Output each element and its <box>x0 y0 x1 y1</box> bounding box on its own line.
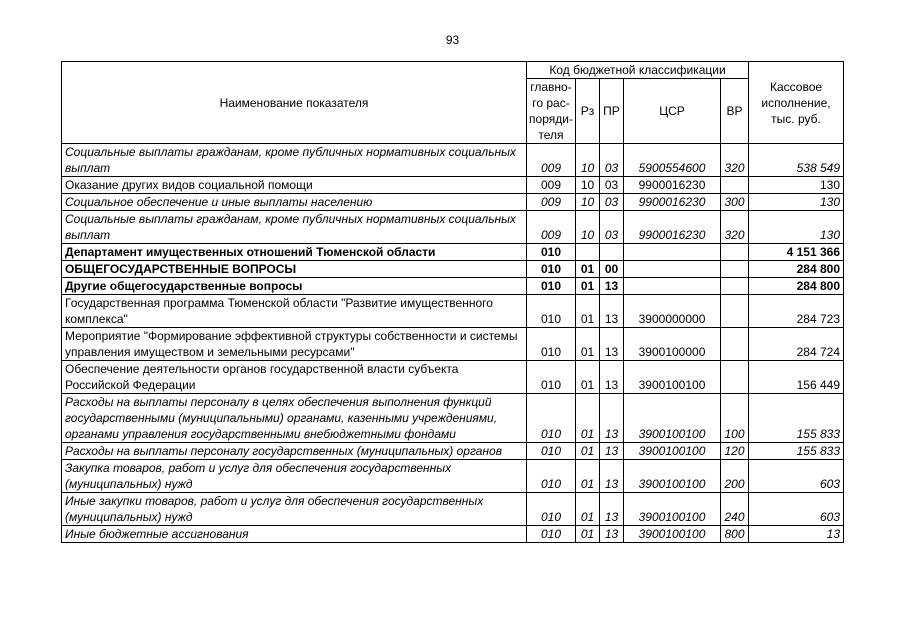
header-amount: Кассовое исполнение, тыс. руб. <box>749 62 844 144</box>
header-rz: Рз <box>576 79 600 144</box>
cell-rz: 01 <box>576 295 600 328</box>
cell-admin: 010 <box>527 361 576 394</box>
table-row <box>62 394 844 443</box>
cell-csr: 3900100100 <box>624 394 721 443</box>
cell-name: Расходы на выплаты персоналу государственных (муниципальных) органов <box>62 443 527 460</box>
cell-csr <box>624 261 721 278</box>
table-row <box>62 177 844 194</box>
cell-name: Закупка товаров, работ и услуг для обеспечения государственных (муниципальных) нужд <box>62 460 527 493</box>
cell-name: Иные бюджетные ассигнования <box>62 526 527 543</box>
cell-amount: 538 549 <box>749 144 844 177</box>
table-row <box>62 361 844 394</box>
cell-vr <box>721 244 749 261</box>
cell-amount: 284 800 <box>749 261 844 278</box>
table-row <box>62 144 844 177</box>
cell-csr: 5900554600 <box>624 144 721 177</box>
cell-admin: 009 <box>527 194 576 211</box>
table-row <box>62 328 844 361</box>
cell-admin: 010 <box>527 328 576 361</box>
cell-rz: 01 <box>576 443 600 460</box>
cell-pr: 13 <box>600 526 624 543</box>
cell-rz: 01 <box>576 394 600 443</box>
cell-vr <box>721 295 749 328</box>
header-admin: главно-го рас-поряди-теля <box>527 79 576 144</box>
cell-amount: 284 724 <box>749 328 844 361</box>
cell-admin: 009 <box>527 177 576 194</box>
cell-rz <box>576 244 600 261</box>
cell-admin: 010 <box>527 460 576 493</box>
cell-rz: 10 <box>576 144 600 177</box>
cell-amount: 13 <box>749 526 844 543</box>
cell-rz: 01 <box>576 526 600 543</box>
cell-name: Иные закупки товаров, работ и услуг для обеспечения государственных (муниципальных) нужд <box>62 493 527 526</box>
cell-csr <box>624 244 721 261</box>
cell-admin: 010 <box>527 278 576 295</box>
header-pr: ПР <box>600 79 624 144</box>
cell-rz: 01 <box>576 460 600 493</box>
cell-admin: 010 <box>527 261 576 278</box>
cell-csr: 3900000000 <box>624 295 721 328</box>
cell-vr: 800 <box>721 526 749 543</box>
cell-pr: 03 <box>600 144 624 177</box>
table-row <box>62 211 844 244</box>
cell-vr: 120 <box>721 443 749 460</box>
cell-pr: 13 <box>600 295 624 328</box>
cell-admin: 010 <box>527 493 576 526</box>
cell-rz: 01 <box>576 261 600 278</box>
cell-vr <box>721 261 749 278</box>
cell-name: Расходы на выплаты персоналу в целях обеспечения выполнения функций государственными (муниципальными) органами, казенными учреждениями, органами управления государственными внебюджетными фондами <box>62 394 527 443</box>
cell-rz: 01 <box>576 328 600 361</box>
cell-vr <box>721 278 749 295</box>
cell-amount: 155 833 <box>749 443 844 460</box>
cell-name: Государственная программа Тюменской области "Развитие имущественного комплекса" <box>62 295 527 328</box>
header-name: Наименование показателя <box>62 62 527 144</box>
cell-rz: 10 <box>576 194 600 211</box>
cell-vr: 200 <box>721 460 749 493</box>
cell-pr: 03 <box>600 194 624 211</box>
cell-admin: 010 <box>527 394 576 443</box>
cell-rz: 01 <box>576 278 600 295</box>
cell-vr <box>721 177 749 194</box>
cell-name: Мероприятие "Формирование эффективной структуры собственности и системы управления имуществом и земельными ресурсами" <box>62 328 527 361</box>
cell-pr: 13 <box>600 361 624 394</box>
cell-csr: 9900016230 <box>624 194 721 211</box>
cell-admin: 009 <box>527 211 576 244</box>
cell-vr: 320 <box>721 144 749 177</box>
header-csr: ЦСР <box>624 79 721 144</box>
cell-rz: 01 <box>576 493 600 526</box>
cell-pr: 13 <box>600 460 624 493</box>
table-row <box>62 443 844 460</box>
cell-csr: 9900016230 <box>624 177 721 194</box>
cell-name: Департамент имущественных отношений Тюменской области <box>62 244 527 261</box>
cell-amount: 603 <box>749 460 844 493</box>
cell-name: Социальное обеспечение и иные выплаты населению <box>62 194 527 211</box>
cell-vr: 320 <box>721 211 749 244</box>
table-row <box>62 261 844 278</box>
cell-pr: 00 <box>600 261 624 278</box>
cell-name: ОБЩЕГОСУДАРСТВЕННЫЕ ВОПРОСЫ <box>62 261 527 278</box>
cell-name: Другие общегосударственные вопросы <box>62 278 527 295</box>
budget-table <box>61 61 844 543</box>
cell-pr: 13 <box>600 493 624 526</box>
cell-csr <box>624 278 721 295</box>
cell-vr: 300 <box>721 194 749 211</box>
cell-amount: 156 449 <box>749 361 844 394</box>
cell-admin: 009 <box>527 144 576 177</box>
table-row <box>62 278 844 295</box>
table-row <box>62 295 844 328</box>
table-row <box>62 194 844 211</box>
cell-amount: 130 <box>749 194 844 211</box>
cell-admin: 010 <box>527 244 576 261</box>
cell-name: Оказание других видов социальной помощи <box>62 177 527 194</box>
cell-vr: 240 <box>721 493 749 526</box>
cell-amount: 155 833 <box>749 394 844 443</box>
cell-csr: 3900100100 <box>624 361 721 394</box>
page-number: 93 <box>445 33 460 47</box>
header-vr: ВР <box>721 79 749 144</box>
cell-admin: 010 <box>527 443 576 460</box>
cell-name: Социальные выплаты гражданам, кроме публичных нормативных социальных выплат <box>62 144 527 177</box>
cell-csr: 3900100000 <box>624 328 721 361</box>
cell-name: Обеспечение деятельности органов государственной власти субъекта Российской Федерации <box>62 361 527 394</box>
cell-pr: 03 <box>600 211 624 244</box>
cell-amount: 603 <box>749 493 844 526</box>
cell-amount: 130 <box>749 177 844 194</box>
header-code-group: Код бюджетной классификации <box>527 62 749 79</box>
cell-csr: 3900100100 <box>624 443 721 460</box>
cell-admin: 010 <box>527 526 576 543</box>
cell-pr: 13 <box>600 394 624 443</box>
cell-pr <box>600 244 624 261</box>
cell-vr <box>721 328 749 361</box>
cell-csr: 3900100100 <box>624 493 721 526</box>
cell-vr <box>721 361 749 394</box>
cell-rz: 10 <box>576 177 600 194</box>
table-row <box>62 526 844 543</box>
cell-name: Социальные выплаты гражданам, кроме публичных нормативных социальных выплат <box>62 211 527 244</box>
cell-csr: 3900100100 <box>624 460 721 493</box>
cell-amount: 284 723 <box>749 295 844 328</box>
cell-pr: 13 <box>600 443 624 460</box>
table-row <box>62 460 844 493</box>
table-body <box>62 144 844 543</box>
cell-pr: 13 <box>600 328 624 361</box>
cell-rz: 10 <box>576 211 600 244</box>
table-row <box>62 493 844 526</box>
cell-vr: 100 <box>721 394 749 443</box>
cell-rz: 01 <box>576 361 600 394</box>
cell-amount: 4 151 366 <box>749 244 844 261</box>
cell-amount: 130 <box>749 211 844 244</box>
table-row <box>62 244 844 261</box>
cell-admin: 010 <box>527 295 576 328</box>
cell-pr: 03 <box>600 177 624 194</box>
cell-amount: 284 800 <box>749 278 844 295</box>
cell-pr: 13 <box>600 278 624 295</box>
cell-csr: 9900016230 <box>624 211 721 244</box>
cell-csr: 3900100100 <box>624 526 721 543</box>
